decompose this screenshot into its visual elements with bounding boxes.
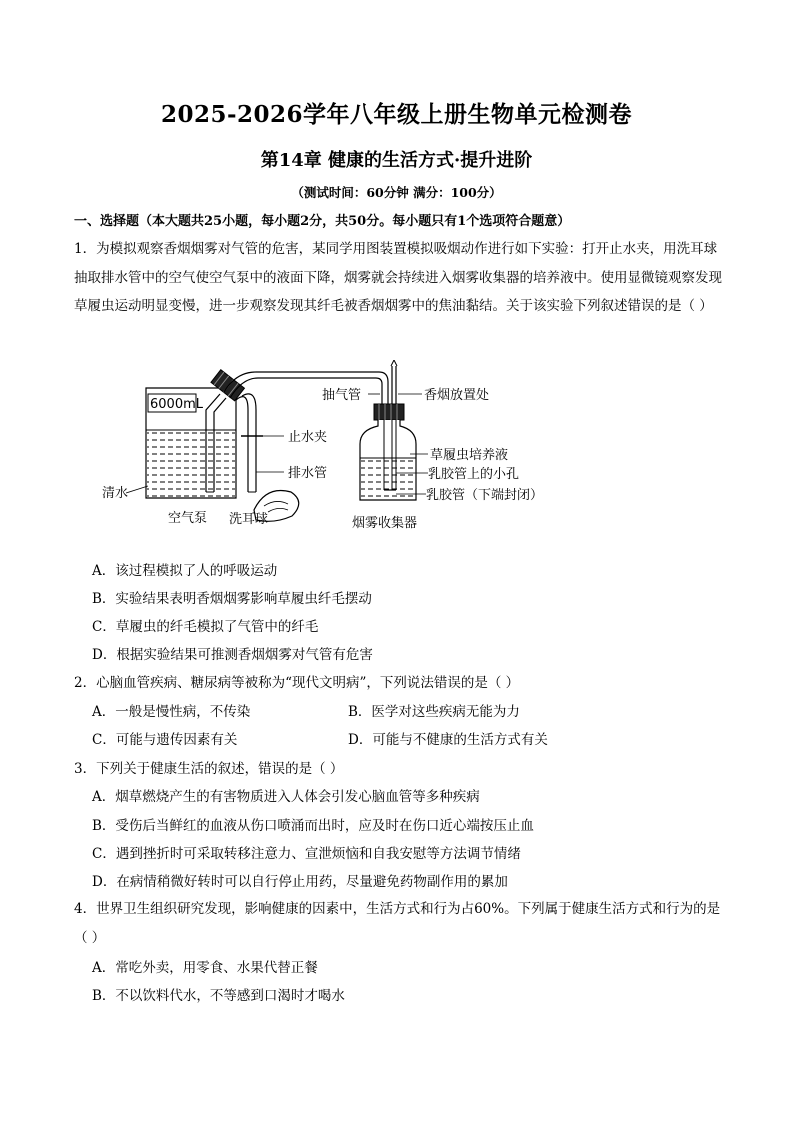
question-3-stem: 3．下列关于健康生活的叙述，错误的是（ ） <box>74 761 344 777</box>
exam-title: 2025-2026学年八年级上册生物单元检测卷 <box>160 101 633 128</box>
question-1-stem: 1．为模拟观察香烟烟雾对气管的危害，某同学用图装置模拟吸烟动作进行如下实验：打开止水夹，用洗耳球抽取排水管中的空气使空气泵中的液面下降，烟雾就会持续进入烟雾收集器的培养液中。使用显微镜观察发现草履虫运动明显变慢，进一步观察发现其纤毛被香烟烟雾中的焦油黏结。关于该实验下列叙述错误的是（ ） <box>74 241 722 314</box>
q1-option-a: A．该过程模拟了人的呼吸运动 <box>92 563 278 579</box>
q4-option-a: A．常吃外卖，用零食、水果代替正餐 <box>92 960 318 976</box>
clamp-label: 止水夹 <box>288 430 328 445</box>
q1-option-b: B．实验结果表明香烟烟雾影响草履虫纤毛摆动 <box>92 591 372 607</box>
drain-label: 排水管 <box>288 466 328 481</box>
q1-option-c: C．草履虫的纤毛模拟了气管中的纤毛 <box>92 619 319 635</box>
q3-option-d: D．在病情稍微好转时可以自行停止用药，尽量避免药物副作用的累加 <box>92 874 508 890</box>
cig-label: 香烟放置处 <box>424 388 490 403</box>
question-4-stem: 4．世界卫生组织研究发现，影响健康的因素中，生活方式和行为占60%。下列属于健康生活方式和行为的是（ ） <box>74 901 721 946</box>
bulb-label: 洗耳球 <box>229 512 269 527</box>
q2-option-d: D．可能与不健康的生活方式有关 <box>348 732 548 748</box>
q3-option-a: A．烟草燃烧产生的有害物质进入人体会引发心脑血管等多种疾病 <box>92 789 480 805</box>
q2-option-b: B．医学对这些疾病无能为力 <box>348 704 520 720</box>
collector-label: 烟雾收集器 <box>352 516 418 531</box>
intake-label: 抽气管 <box>322 388 362 403</box>
air-pump-bottle <box>146 370 244 498</box>
q3-option-c: C．遇到挫折时可采取转移注意力、宣泄烦恼和自我安慰等方法调节情绪 <box>92 846 521 862</box>
q1-option-d: D．根据实验结果可推测香烟烟雾对气管有危害 <box>92 647 373 663</box>
hole-label: 乳胶管上的小孔 <box>428 467 520 482</box>
pump-label: 空气泵 <box>168 511 208 526</box>
tube-label: 乳胶管（下端封闭） <box>426 488 544 503</box>
smoking-experiment-diagram <box>96 360 566 540</box>
question-2-stem: 2．心脑血管疾病、糖尿病等被称为“现代文明病”，下列说法错误的是（ ） <box>74 675 520 691</box>
culture-label: 草履虫培养液 <box>430 448 509 463</box>
volume-label: 6000mL <box>150 397 203 412</box>
q2-option-a: A．一般是慢性病，不传染 <box>92 704 251 720</box>
water-label: 清水 <box>102 486 129 501</box>
section-heading: 一、选择题（本大题共25小题，每小题2分，共50分。每小题只有1个选项符合题意） <box>74 214 571 229</box>
q3-option-b: B．受伤后当鲜红的血液从伤口喷涌而出时，应及时在伤口近心端按压止血 <box>92 818 534 834</box>
q2-option-c: C．可能与遗传因素有关 <box>92 732 238 748</box>
q4-option-b: B．不以饮料代水，不等感到口渴时才喝水 <box>92 988 345 1004</box>
test-info: （测试时间：60分钟 满分：100分） <box>291 185 502 200</box>
chapter-subtitle: 第14章 健康的生活方式·提升进阶 <box>260 150 533 171</box>
